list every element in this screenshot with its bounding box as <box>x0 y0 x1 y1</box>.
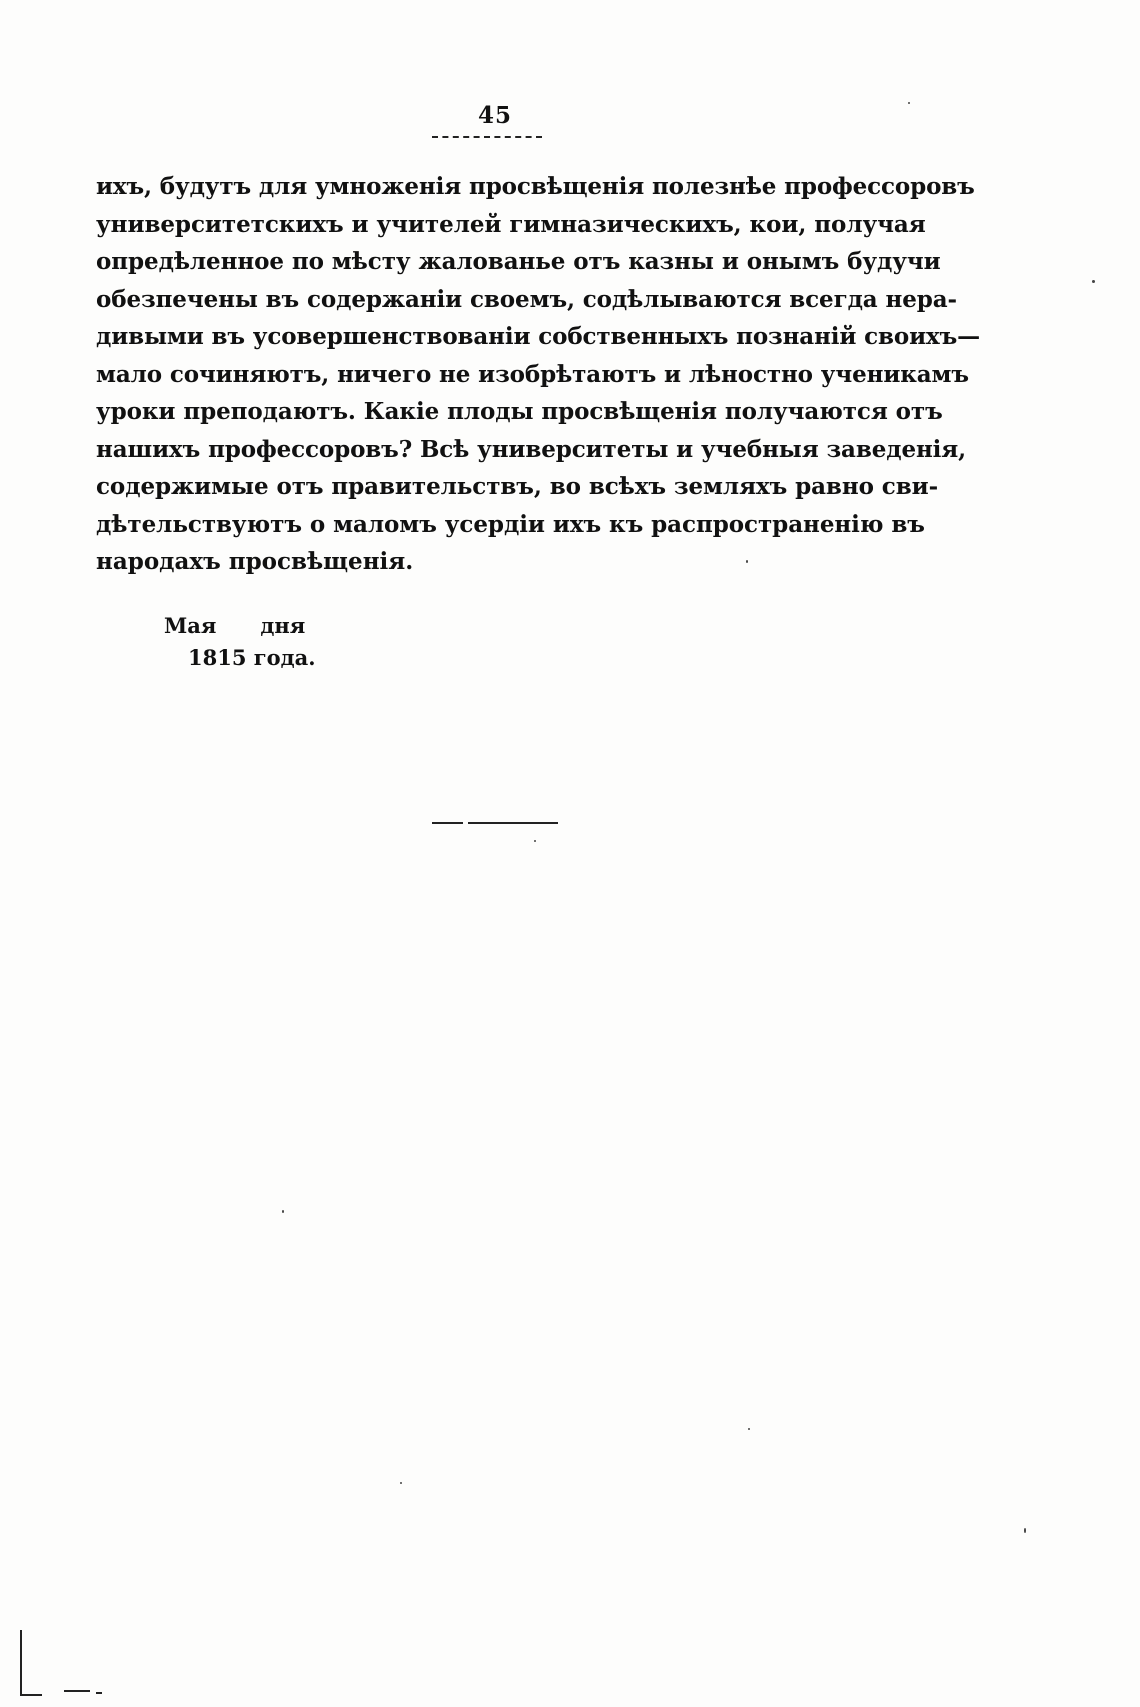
text-line: ихъ, будутъ для умноженія просвѣщенія полезнѣе профессоровъ <box>96 173 975 200</box>
scan-edge-mark <box>20 1694 42 1696</box>
text-line: опредѣленное по мѣсту жалованье отъ казны и онымъ будучи <box>96 248 941 275</box>
scan-edge-mark <box>20 1630 22 1696</box>
scan-speck <box>1092 280 1095 283</box>
page-number-rule <box>432 136 542 138</box>
scan-edge-mark <box>64 1690 90 1692</box>
scan-edge-mark <box>96 1692 102 1694</box>
date-year: 1815 года. <box>188 645 316 670</box>
scan-speck <box>1024 1528 1026 1533</box>
date-line-month <box>164 610 316 642</box>
page-number: 45 <box>477 102 512 129</box>
text-line-last: народахъ просвѣщенія. <box>96 548 414 575</box>
scan-speck <box>400 1482 402 1484</box>
text-line: уроки преподаютъ. Какіе плоды просвѣщенія получаются отъ <box>96 398 943 425</box>
text-line: нашихъ профессоровъ? Всѣ университеты и учебныя заведенія, <box>96 435 967 463</box>
text-line: содержимые отъ правительствъ, во всѣхъ земляхъ равно сви- <box>96 473 939 500</box>
date-block <box>164 610 316 674</box>
closing-rule <box>432 822 558 824</box>
closing-rule-gap <box>463 820 468 826</box>
scan-speck <box>534 840 536 842</box>
body-paragraph <box>96 168 980 581</box>
text-line: мало сочиняютъ, ничего не изобрѣтаютъ и лѣностно ученикамъ <box>96 360 969 388</box>
date-day-word: дня <box>260 613 306 638</box>
scan-speck <box>748 1428 750 1430</box>
scan-speck <box>908 102 910 104</box>
text-line: дивыми въ усовершенствованіи собственныхъ познаній своихъ— <box>96 323 980 350</box>
scan-speck <box>746 560 748 563</box>
text-line: университетскихъ и учителей гимназическихъ, кои, получая <box>96 210 926 238</box>
scan-speck <box>282 1210 284 1213</box>
date-month: Мая <box>164 613 217 638</box>
text-line: дѣтельствуютъ о маломъ усердіи ихъ къ распространенію въ <box>96 510 925 538</box>
text-line: обезпечены въ содержаніи своемъ, содѣлываются всегда нера- <box>96 285 957 313</box>
